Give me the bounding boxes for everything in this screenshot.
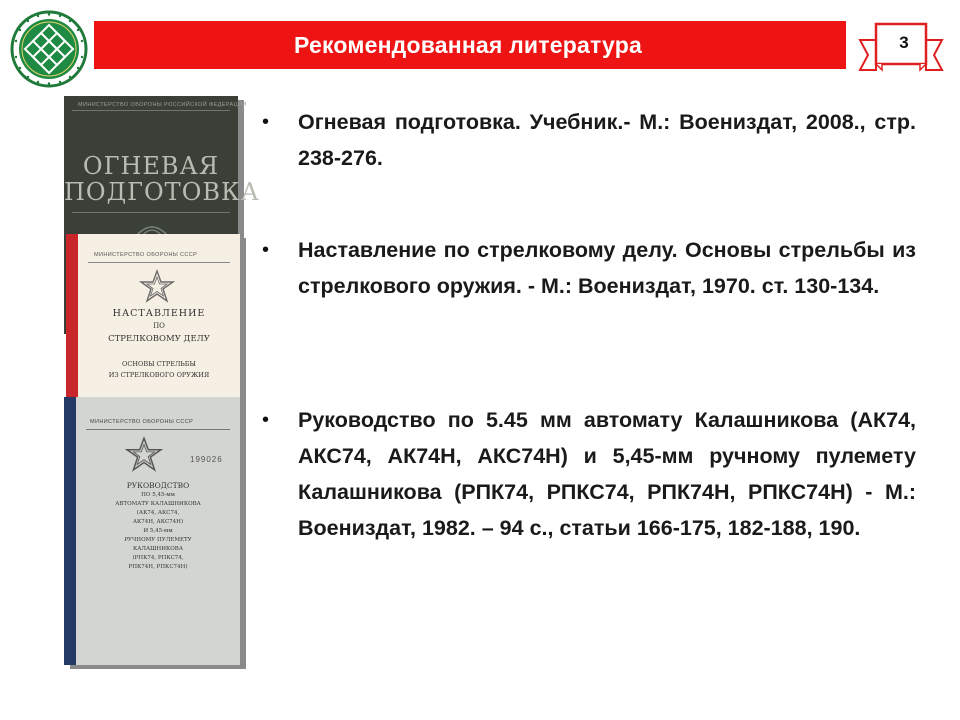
book-divider	[72, 212, 230, 213]
list-item	[262, 104, 918, 176]
book-title-line: РУЧНОМУ ПУЛЕМЕТУ	[124, 537, 192, 543]
book-subtitle-line: ИЗ СТРЕЛКОВОГО ОРУЖИЯ	[108, 371, 210, 379]
book-title-line: РПК74Н, РПКС74Н)	[128, 564, 188, 570]
book-divider	[88, 262, 230, 263]
book-title-line: И 5,45-мм	[143, 528, 173, 534]
book-ministry-label: МИНИСТЕРСТВО ОБОРОНЫ СССР	[94, 252, 198, 258]
bullet-icon: •	[262, 239, 270, 261]
book-title-line: АК74Н, АКС74Н)	[132, 519, 184, 525]
book-title-line: (АК74, АКС74,	[136, 510, 180, 516]
book-title-line: СТРЕЛКОВОМУ ДЕЛУ	[108, 334, 210, 344]
book-cover-rukovodstvo	[64, 397, 240, 665]
list-item	[262, 402, 918, 546]
bullet-icon: •	[262, 409, 270, 431]
book-divider	[72, 110, 230, 111]
title-bar	[94, 21, 846, 69]
reference-text: Огневая подготовка. Учебник.- М.: Воениздат, 2008., стр. 238-276.	[298, 110, 916, 170]
university-emblem-logo	[10, 10, 88, 88]
list-item	[262, 232, 918, 304]
book-divider	[86, 429, 230, 430]
book-title-line: ПО	[153, 322, 165, 330]
star-icon	[140, 270, 174, 302]
book-title-line: КАЛАШНИКОВА	[132, 546, 184, 552]
book-title-line: АВТОМАТУ КАЛАШНИКОВА	[115, 501, 201, 507]
book-title-line: ПО 5,45-мм	[141, 492, 175, 498]
page-number: 3	[899, 33, 909, 52]
book-title-line: НАСТАВЛЕНИЕ	[112, 308, 206, 319]
reference-text: Руководство по 5.45 мм автомату Калашникова (АК74, АКС74, АК74Н, АКС74Н) и 5,45-мм ручному пулемету Калашникова (РПК74, РПКС74, РПК74Н, РПКС74Н) - М.: Воениздат, 1982. – 94 с., статьи 166-175, 182-188, 190.	[298, 408, 916, 540]
reference-text: Наставление по стрелковому делу. Основы стрельбы из стрелкового оружия. - М.: Воениздат, 1970. ст. 130-134.	[298, 238, 916, 298]
book-subtitle-line: ОСНОВЫ СТРЕЛЬБЫ	[122, 360, 196, 368]
slide-title: Рекомендованная литература	[294, 31, 642, 58]
book-cover-nastavlenie	[66, 234, 240, 406]
book-title-line: РУКОВОДСТВО	[126, 481, 190, 490]
book-number: 199026	[190, 455, 223, 464]
book-title-line: ОГНЕВАЯ	[82, 152, 220, 180]
star-icon	[126, 437, 162, 471]
book-title-line: (РПК74, РПКС74,	[132, 555, 184, 561]
book-title-line: ПОДГОТОВКА	[64, 178, 260, 206]
bullet-icon: •	[262, 111, 270, 133]
book-ministry-label: МИНИСТЕРСТВО ОБОРОНЫ СССР	[90, 419, 194, 425]
book-ministry-label: МИНИСТЕРСТВО ОБОРОНЫ РОССИЙСКОЙ ФЕДЕРАЦИИ	[78, 102, 247, 108]
